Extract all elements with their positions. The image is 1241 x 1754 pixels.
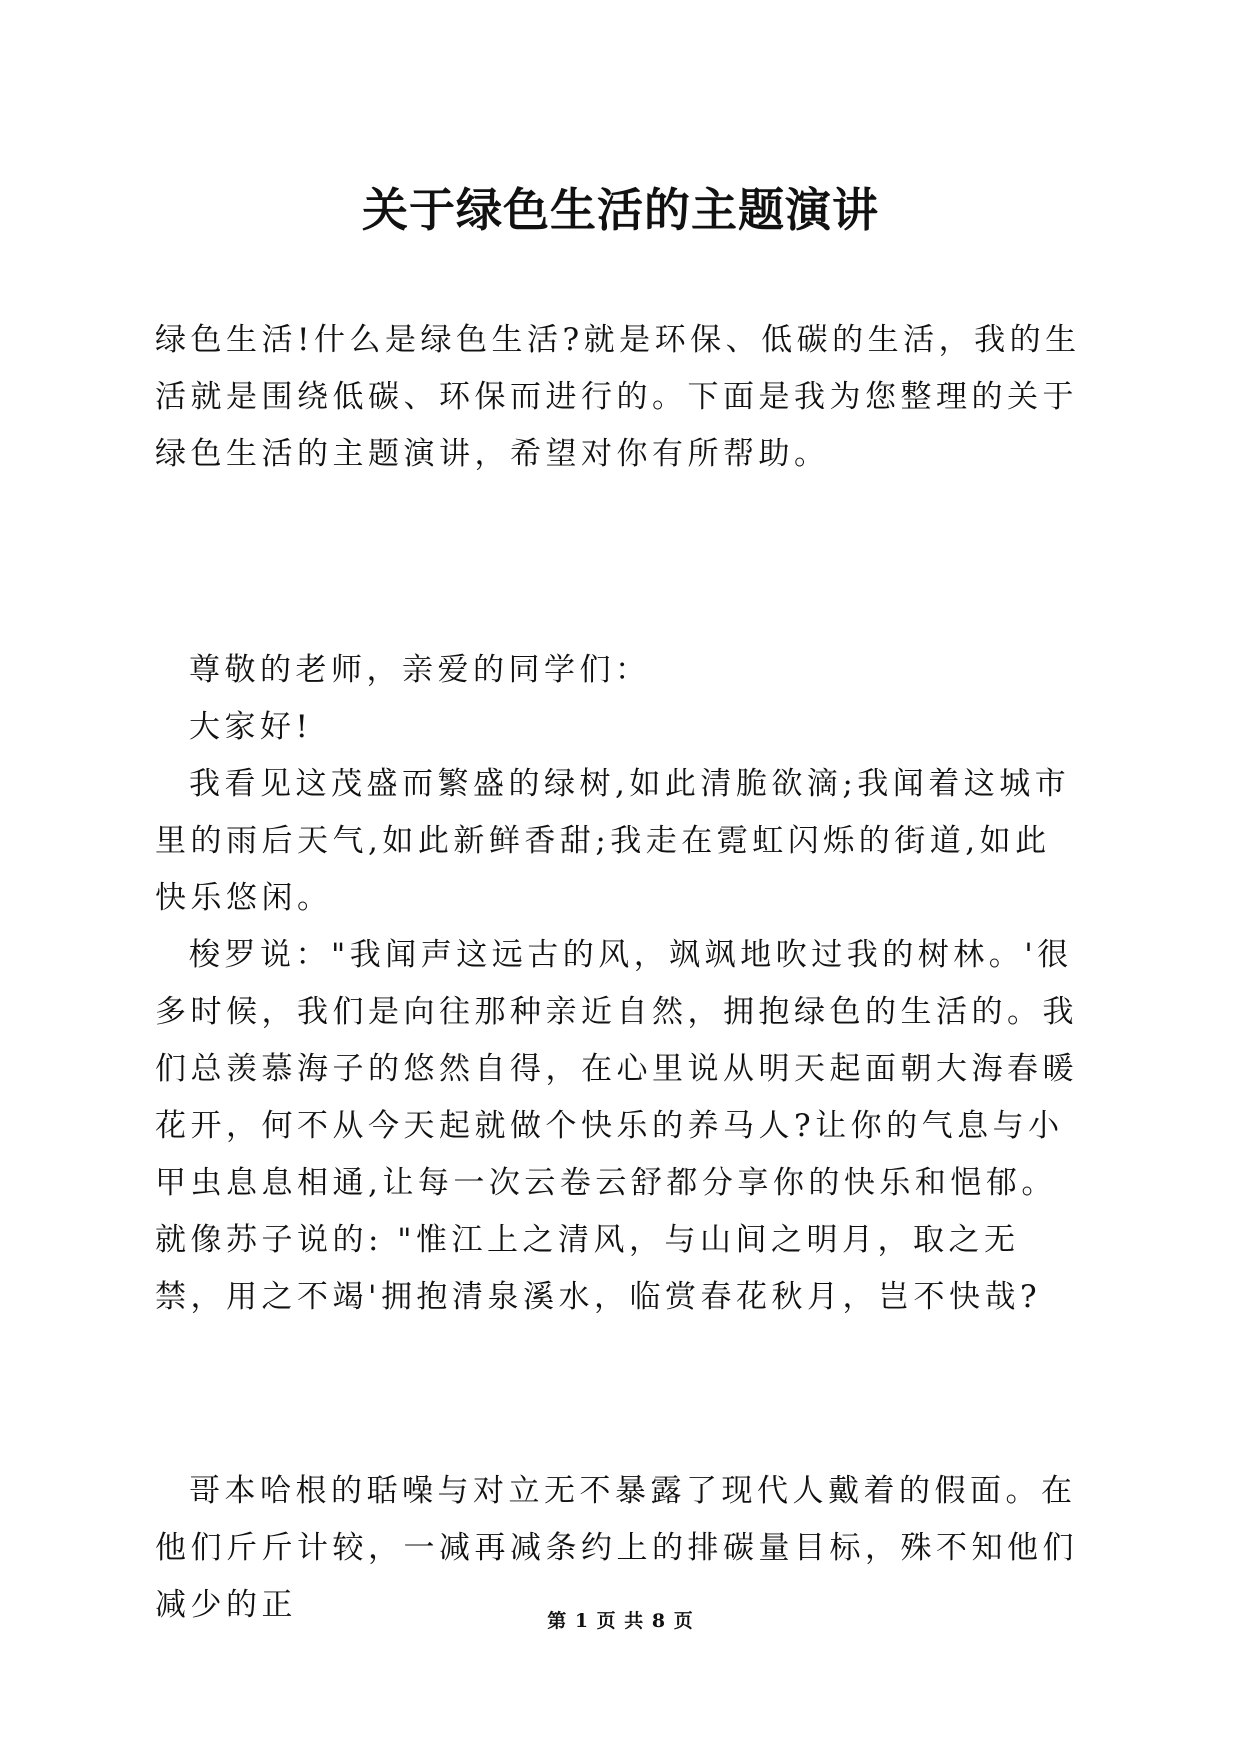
body-paragraph-2: 梭罗说："我闻声这远古的风，飒飒地吹过我的树林。'很多时候，我们是向往那种亲近自然，拥抱绿色的生活的。我们总羡慕海子的悠然自得，在心里说从明天起面朝大海春暖花开，何不从今天起就做个快乐的养马人?让你的气息与小甲虫息息相通,让每一次云卷云舒都分享你的快乐和悒郁。就像苏子说的: "惟江上之清风，与山间之明月，取之无禁，用之不竭'拥抱清泉溪水，临赏春花秋月，岂不快哉? xyxy=(155,937,1078,1315)
salutation-paragraph: 尊敬的老师，亲爱的同学们： xyxy=(189,652,651,688)
intro-paragraph: 绿色生活!什么是绿色生活?就是环保、低碳的生活，我的生活就是围绕低碳、环保而进行的。下面是我为您整理的关于绿色生活的主题演讲，希望对你有所帮助。 xyxy=(155,322,1081,472)
speech-body xyxy=(155,642,1085,1326)
body-paragraph-3: 哥本哈根的聒噪与对立无不暴露了现代人戴着的假面。在他们斤斤计较，一减再减条约上的排碳量目标，殊不知他们减少的正 xyxy=(155,1473,1078,1623)
body-paragraph-1: 我看见这茂盛而繁盛的绿树,如此清脆欲滴;我闻着这城市里的雨后天气,如此新鲜香甜;我走在霓虹闪烁的街道,如此快乐悠闲。 xyxy=(155,766,1071,916)
greeting-paragraph: 大家好! xyxy=(189,709,313,745)
document-title: 关于绿色生活的主题演讲 xyxy=(362,183,879,237)
page-footer: 第 1 页 共 8 页 xyxy=(547,1610,694,1632)
intro-section xyxy=(155,312,1085,483)
